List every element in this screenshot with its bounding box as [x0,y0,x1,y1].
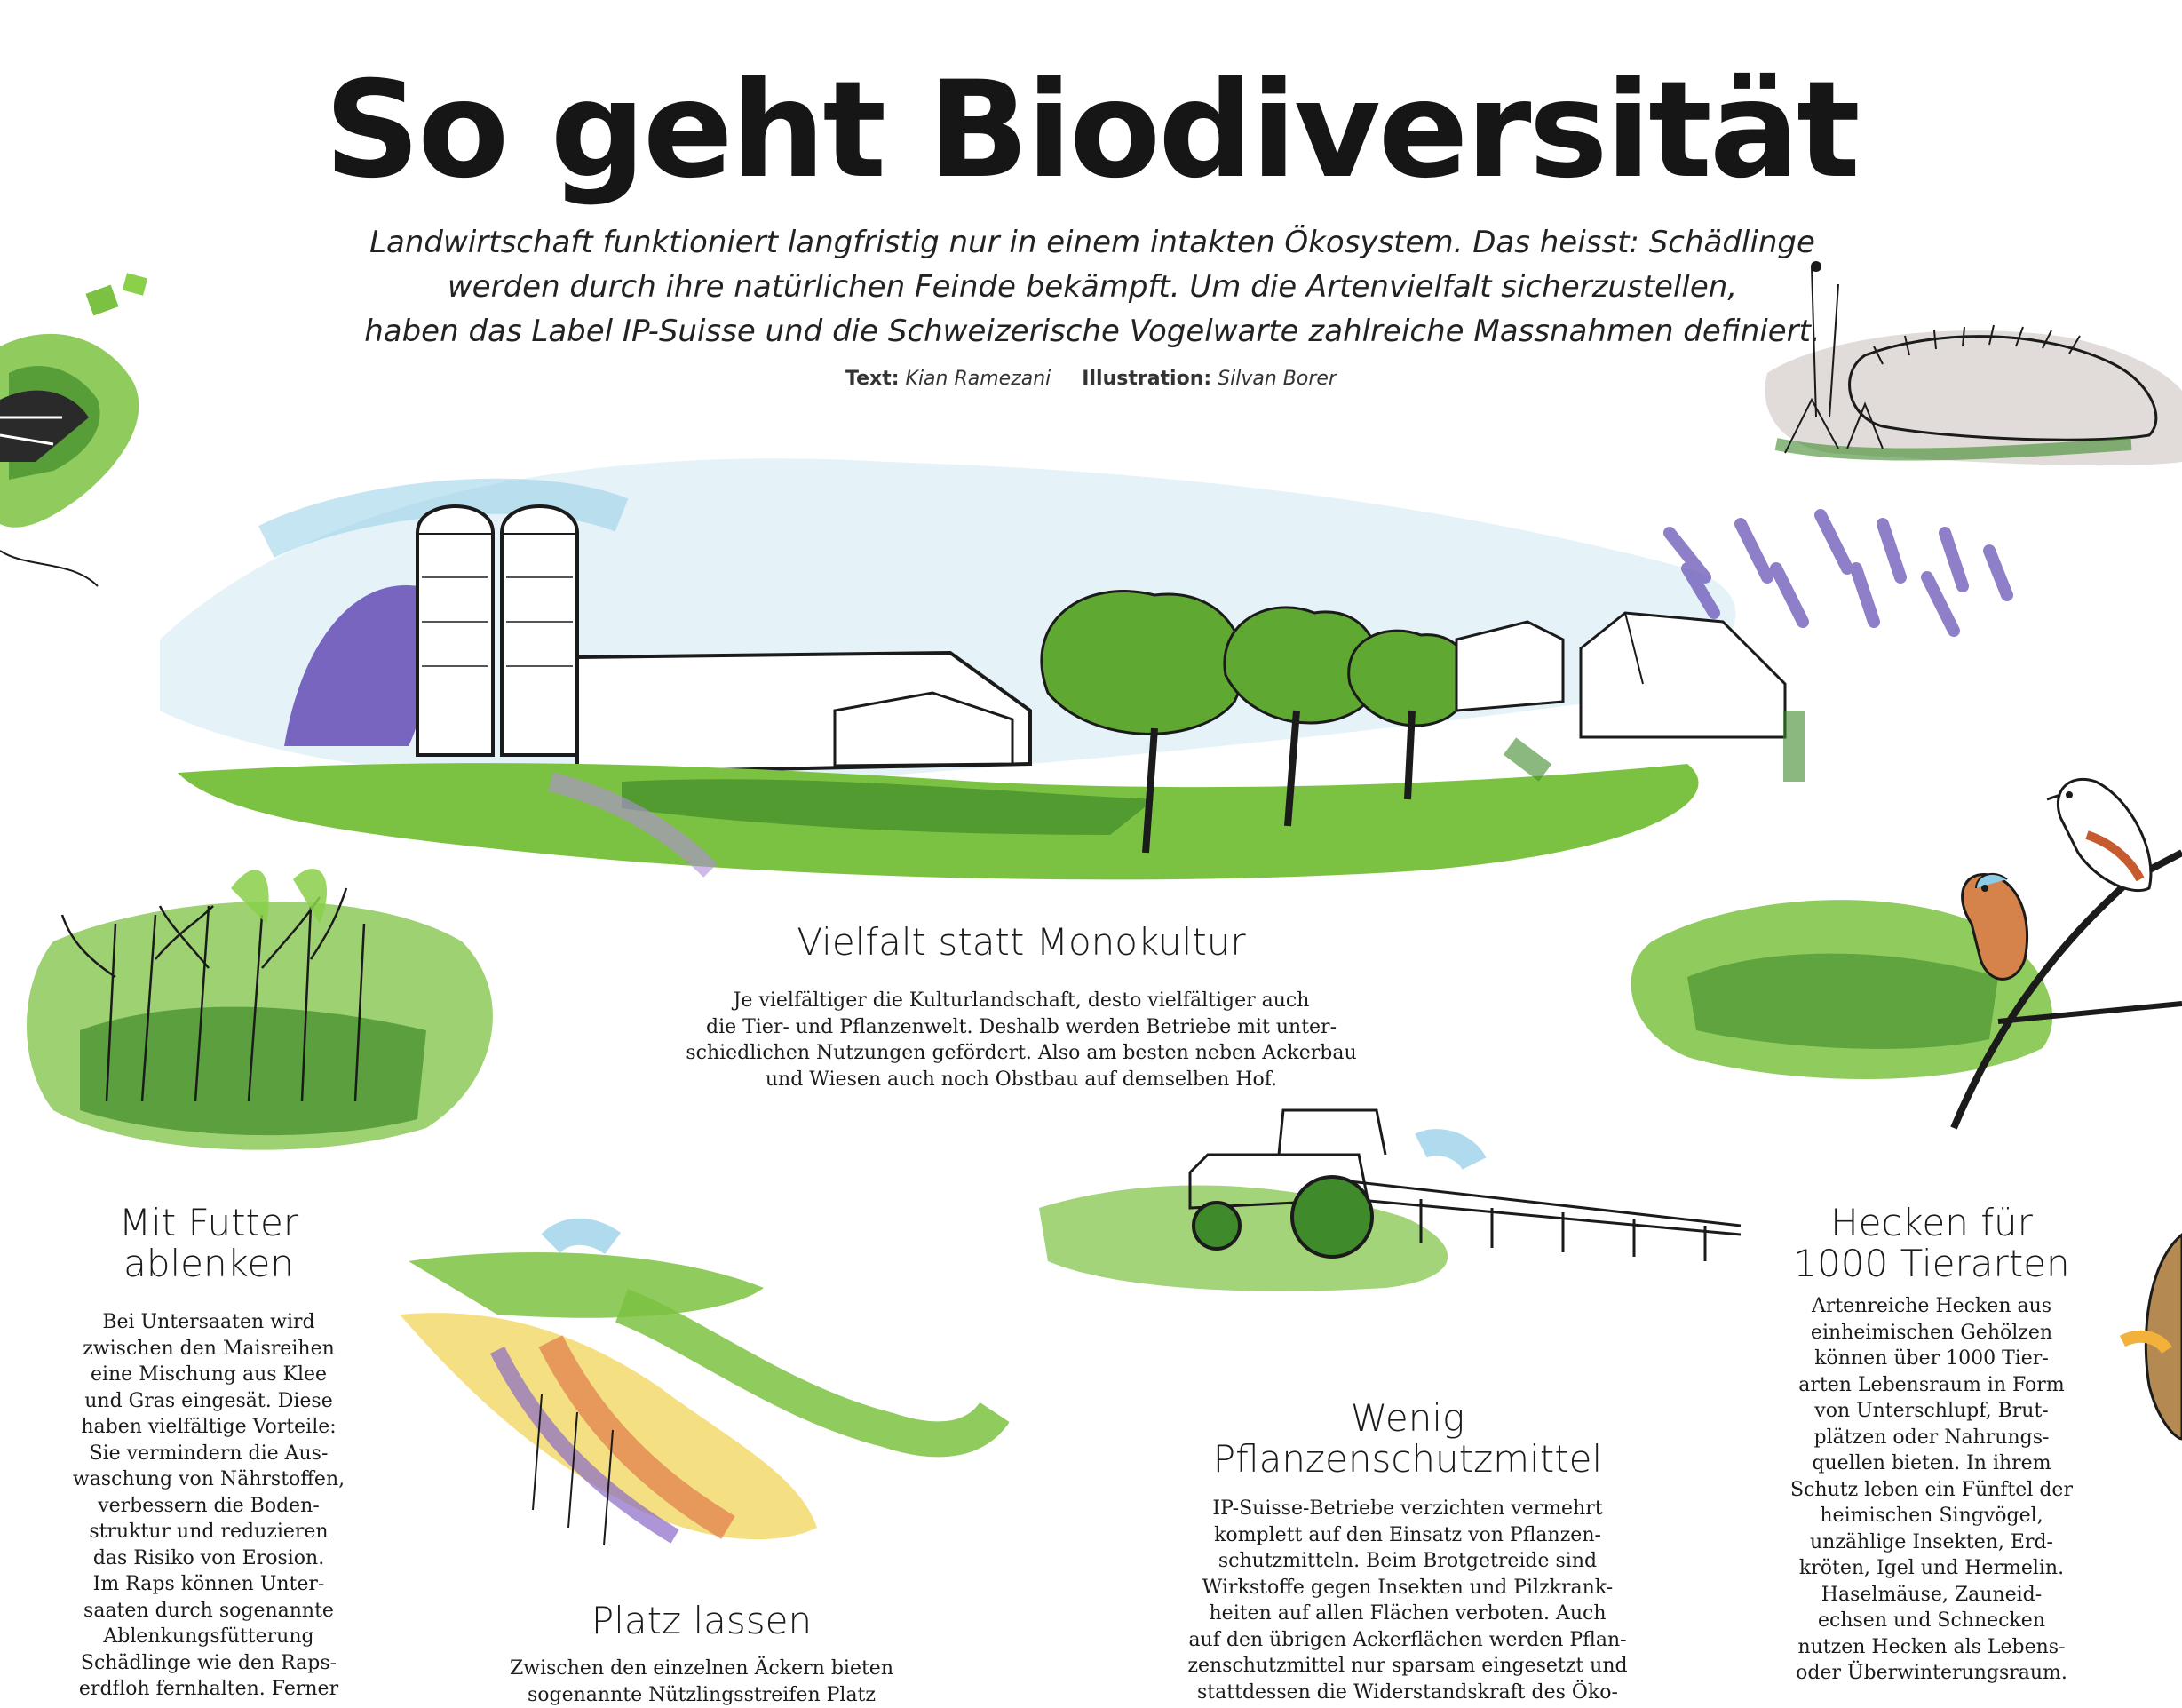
body-line: nutzen Hecken als Lebens- [1767,1634,2096,1661]
body-line: Artenreiche Hecken aus [1767,1293,2096,1320]
body-line: Zwischen den einzelnen Äckern bieten [480,1656,924,1682]
body-line: eine Mischung aus Klee [53,1362,364,1388]
section-body-platz [480,1656,924,1708]
lead-line: haben das Label IP-Suisse und die Schweizerische Vogelwarte zahlreiche Massnahmen definiert. [266,309,1918,354]
body-line: das Risiko von Erosion. [53,1545,364,1572]
section-heading-vielfalt [710,922,1332,963]
body-line: plätzen oder Nahrungs- [1767,1425,2096,1451]
body-line: arten Lebensraum in Form [1767,1372,2096,1399]
body-line: schutzmitteln. Beim Brotgetreide sind [1137,1548,1678,1575]
body-line: struktur und reduzieren [53,1519,364,1545]
heading-line: Wenig [1137,1398,1678,1439]
body-line: von Unterschlupf, Brut- [1767,1398,2096,1425]
body-line: echsen und Schnecken [1767,1608,2096,1634]
heading-line: Hecken für [1767,1203,2096,1243]
body-line: und Gras eingesät. Diese [53,1388,364,1415]
body-line: kröten, Igel und Hermelin. [1767,1555,2096,1582]
stag-beetle-illustration [0,273,147,586]
body-line: erdfloh fernhalten. Ferner [53,1676,364,1703]
body-line: quellen bieten. In ihrem [1767,1450,2096,1477]
section-heading-hecken [1767,1203,2096,1284]
text-credit-label: Text: [845,368,900,390]
body-line: zenschutzmittel nur sparsam eingesetzt und [1137,1653,1678,1680]
lead-line: werden durch ihre natürlichen Feinde bekämpft. Um die Artenvielfalt sicherzustellen, [266,265,1918,309]
farm-landscape-illustration [160,458,2007,879]
illustration-credit-label: Illustration: [1082,368,1211,390]
section-body-futter [53,1309,364,1703]
illustration-credit-author: Silvan Borer [1218,368,1337,390]
body-line: stattdessen die Widerstandskraft des Öko- [1137,1680,1678,1706]
body-line: Schutz leben ein Fünftel der [1767,1477,2096,1504]
body-line: haben vielfältige Vorteile: [53,1414,364,1441]
section-body-hecken [1767,1293,2096,1687]
body-line: unzählige Insekten, Erd- [1767,1529,2096,1556]
body-line: sogenannte Nützlingsstreifen Platz [480,1682,924,1708]
body-line: Bei Untersaaten wird [53,1309,364,1336]
body-line: verbessern die Boden- [53,1493,364,1520]
body-line: komplett auf den Einsatz von Pflanzen- [1137,1522,1678,1549]
heading-line: Pflanzenschutzmittel [1137,1439,1678,1480]
body-line: Schädlinge wie den Raps- [53,1650,364,1677]
heading-line: Mit Futter [53,1203,364,1243]
flower-strip-illustration [400,1232,995,1545]
body-line: saaten durch sogenannte [53,1598,364,1625]
body-line: schiedlichen Nutzungen gefördert. Also am besten neben Ackerbau [622,1040,1421,1067]
partial-animal-illustration [2122,1235,2182,1439]
body-line: waschung von Nährstoffen, [53,1466,364,1493]
tractor-sprayer-illustration [1039,1110,1741,1291]
heading-line: 1000 Tierarten [1767,1243,2096,1284]
body-line: oder Überwinterungsraum. [1767,1660,2096,1687]
body-line: können über 1000 Tier- [1767,1346,2096,1372]
lead-paragraph [266,220,1918,354]
body-line: heiten auf allen Flächen verboten. Auch [1137,1601,1678,1627]
lead-line: Landwirtschaft funktioniert langfristig nur in einem intakten Ökosystem. Das heisst: Schädlinge [266,220,1918,265]
birds-on-branch-illustration [1631,779,2182,1128]
body-line: Je vielfältiger die Kulturlandschaft, desto vielfältiger auch [622,988,1421,1014]
section-body-pflanzenschutz [1137,1496,1678,1705]
body-line: die Tier- und Pflanzenwelt. Deshalb werden Betriebe mit unter- [622,1014,1421,1041]
body-line: und Wiesen auch noch Obstbau auf demselben Hof. [622,1067,1421,1093]
section-heading-futter [53,1203,364,1284]
heading-line: Platz lassen [480,1601,924,1641]
credits [0,368,2182,390]
text-credit-author: Kian Ramezani [906,368,1051,390]
heading-line: ablenken [53,1243,364,1284]
heading-line: Vielfalt statt Monokultur [710,922,1332,963]
section-heading-pflanzenschutz [1137,1398,1678,1480]
body-line: auf den übrigen Ackerflächen werden Pflan- [1137,1627,1678,1654]
body-line: heimischen Singvögel, [1767,1503,2096,1529]
body-line: zwischen den Maisreihen [53,1336,364,1362]
section-heading-platz [480,1601,924,1641]
section-body-vielfalt [622,988,1421,1092]
corn-field-illustration [27,869,493,1150]
body-line: einheimischen Gehölzen [1767,1320,2096,1347]
body-line: Ablenkungsfütterung [53,1624,364,1650]
body-line: Sie vermindern die Aus- [53,1441,364,1467]
body-line: Haselmäuse, Zauneid- [1767,1582,2096,1609]
body-line: IP-Suisse-Betriebe verzichten vermehrt [1137,1496,1678,1522]
body-line: Wirkstoffe gegen Insekten und Pilzkrank- [1137,1575,1678,1601]
page-title: So geht Biodiversität [0,64,2182,197]
body-line: Im Raps können Unter- [53,1571,364,1598]
